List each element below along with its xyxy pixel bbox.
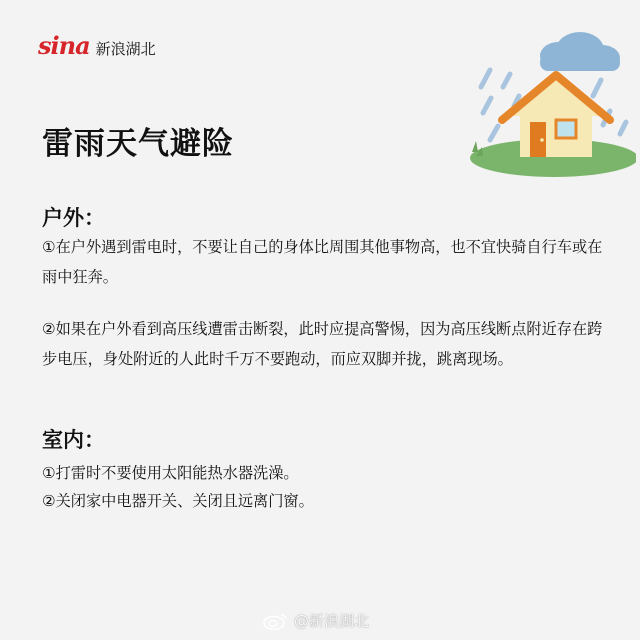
watermark-text: @新浪湖北 [294, 612, 370, 630]
sina-logo-mark: sina [38, 31, 90, 60]
outdoor-tip-1: ①在户外遇到雷电时，不要让自己的身体比周围其他事物高，也不宜快骑自行车或在雨中狂奔。 [42, 238, 603, 286]
rainy-house-illustration [456, 14, 636, 179]
weibo-icon [262, 612, 288, 630]
indoor-tip-1: ①打雷时不要使用太阳能热水器洗澡。 [42, 464, 299, 482]
page-title: 雷雨天气避险 [42, 126, 234, 162]
cloud-icon [540, 32, 620, 71]
section-heading-outdoor: 户外： [42, 206, 105, 230]
brand-name: 新浪湖北 [95, 40, 156, 58]
section-heading-indoor: 室内： [42, 428, 105, 452]
indoor-tip-2: ②关闭家中电器开关、关闭且远离门窗。 [42, 492, 314, 510]
outdoor-tip-2: ②如果在户外看到高压线遭雷击断裂，此时应提高警惕，因为高压线断点附近存在跨步电压，身处附近的人此时千万不要跑动，而应双脚并拢，跳离现场。 [42, 320, 603, 368]
window-icon [556, 120, 576, 138]
watermark [262, 610, 369, 631]
brand-logo [38, 31, 156, 60]
